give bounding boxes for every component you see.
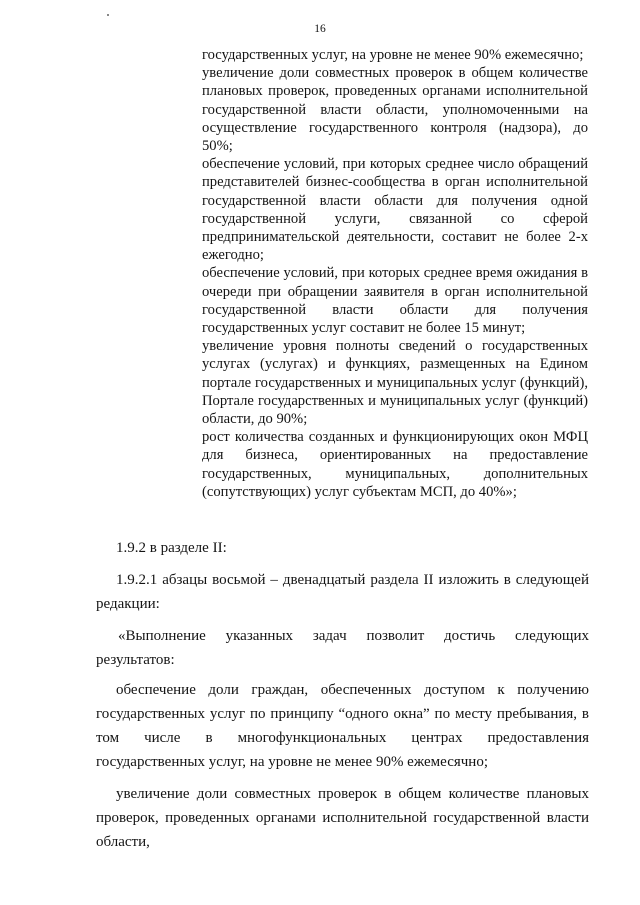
- page-number: 16: [314, 23, 326, 35]
- result-paragraph: обеспечение доли граждан, обеспеченных доступом к получению государственных услуг по принципу “одного окна” по месту пребывания, в том числе в многофункциональных центрах предоставления государственных услуг, на уровне не менее 90% ежемесячно;: [96, 682, 589, 770]
- section-heading: 1.9.2 в разделе II:: [116, 540, 227, 556]
- body-text: [96, 536, 589, 854]
- scan-mark: [107, 14, 109, 16]
- table-paragraph: рост количества созданных и функционирующих окон МФЦ для бизнеса, ориентированных на предоставление государственных, муниципальных, дополнительных (сопутствующих) услуг субъектам МСП, до 40%»;: [202, 429, 588, 500]
- table-paragraph: увеличение доли совместных проверок в общем количестве плановых проверок, проведенных органами исполнительной государственной власти области, уполномоченными на осуществление государственного контроля (надзора), до 50%;: [202, 65, 588, 155]
- quote-intro: «Выполнение указанных задач позволит достичь следующих результатов:: [96, 628, 589, 668]
- result-paragraph: увеличение доли совместных проверок в общем количестве плановых проверок, проведенных органами исполнительной государственной власти области,: [96, 786, 589, 850]
- table-paragraph: государственных услуг, на уровне не менее 90% ежемесячно;: [202, 47, 584, 63]
- table-paragraph: обеспечение условий, при которых среднее число обращений представителей бизнес-сообщества в орган исполнительной государственной власти области для получения одной государственной услуги, связанной со сферой предпринимательской деятельности, составит не более 2-х ежегодно;: [202, 156, 588, 264]
- instruction-paragraph: 1.9.2.1 абзацы восьмой – двенадцатый раздела II изложить в следующей редакции:: [96, 572, 589, 612]
- table-column: [202, 46, 588, 501]
- table-paragraph: увеличение уровня полноты сведений о государственных услугах (услугах) и функциях, размещенных на Едином портале государственных и муниципальных услуг (функций), Портале государственных и муниципальных услуг (функций) области, до 90%;: [202, 338, 588, 428]
- table-paragraph: обеспечение условий, при которых среднее время ожидания в очереди при обращении заявителя в орган исполнительной государственной власти области для получения государственных услуг составит не более 15 минут;: [202, 265, 588, 337]
